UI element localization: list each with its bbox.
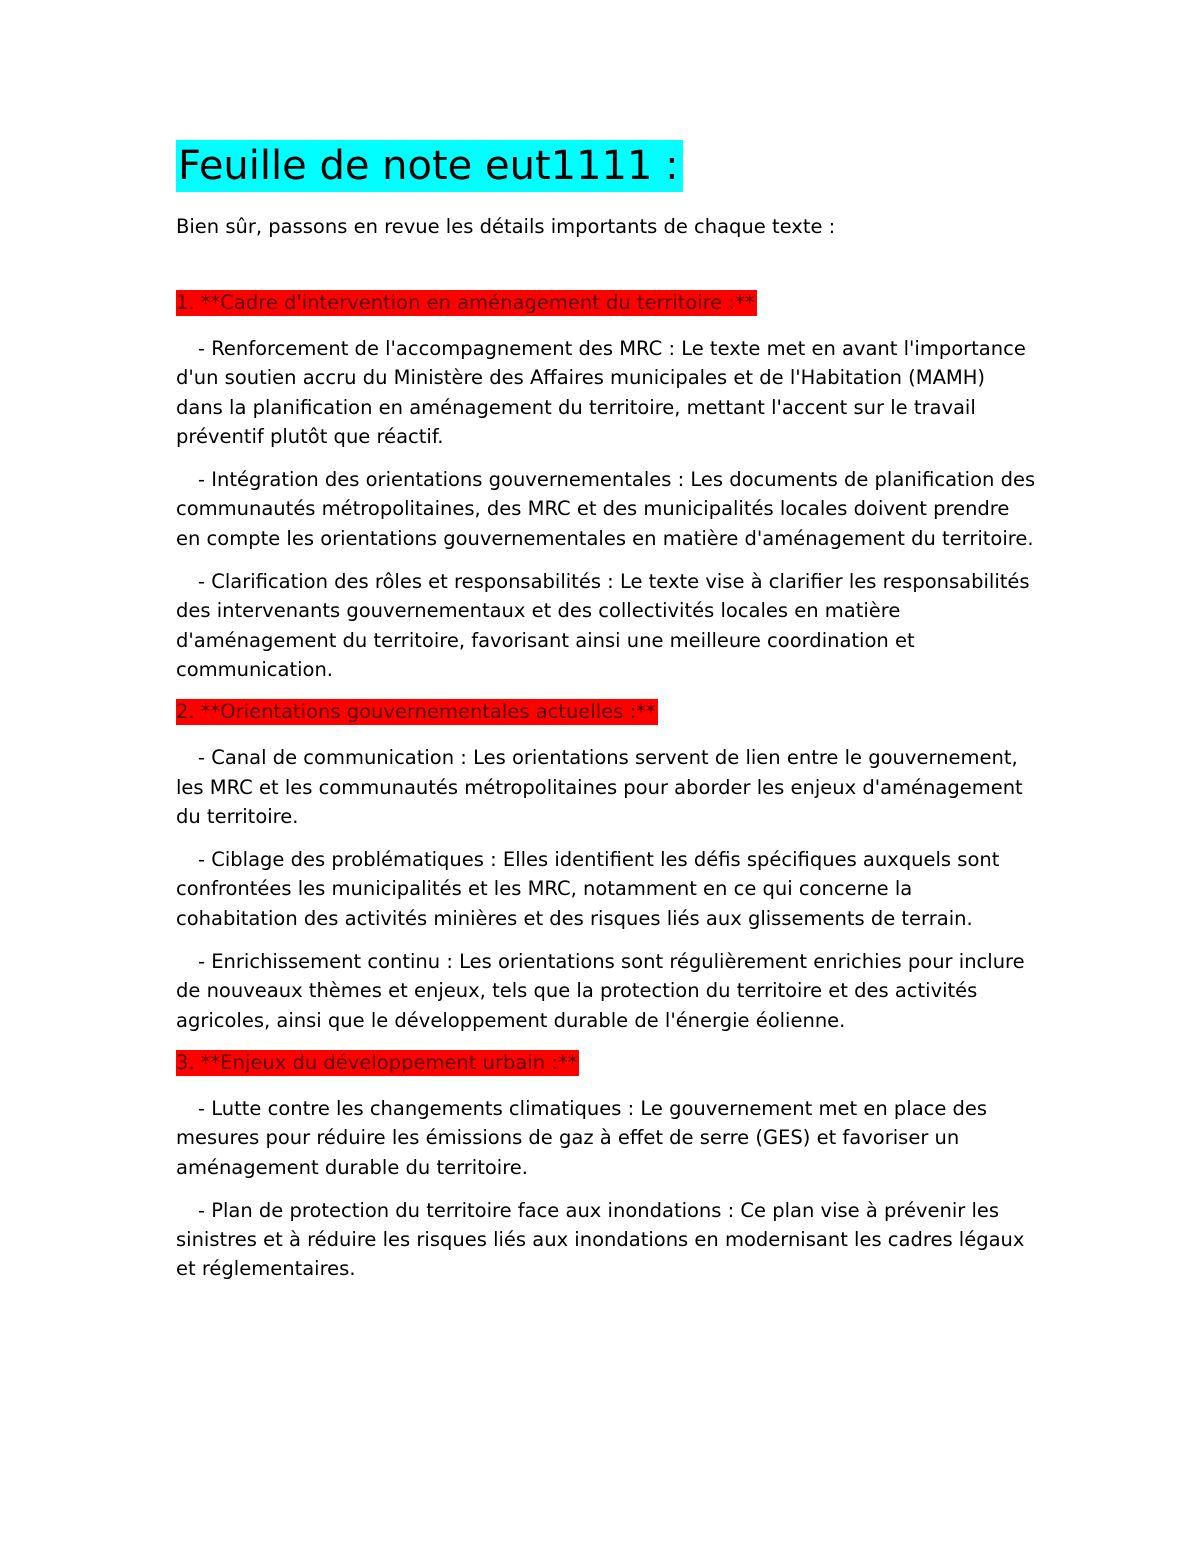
section-heading: 3. **Enjeux du développement urbain :** bbox=[176, 1050, 578, 1074]
section-3 bbox=[176, 1050, 1036, 1284]
bullet-paragraph: - Intégration des orientations gouvernementales : Les documents de planification des communautés métropolitaines, des MRC et des municipalités locales doivent prendre en compte les orientations gouvernementales en matière d'aménagement du territoire. bbox=[176, 468, 1036, 550]
bullet-paragraph: - Ciblage des problématiques : Elles identifient les défis spécifiques auxquels sont confrontées les municipalités et les MRC, notamment en ce qui concerne la cohabitation des activités minières et des risques liés aux glissements de terrain. bbox=[176, 848, 1000, 930]
intro-text: Bien sûr, passons en revue les détails importants de chaque texte : bbox=[176, 215, 836, 238]
bullet-paragraph: - Enrichissement continu : Les orientations sont régulièrement enrichies pour inclure de nouveaux thèmes et enjeux, tels que la protection du territoire et des activités agricoles, ainsi que le développement durable de l'énergie éolienne. bbox=[176, 950, 1025, 1032]
sections-container bbox=[176, 290, 1036, 1284]
document-page bbox=[176, 140, 1036, 1284]
section-1 bbox=[176, 290, 1036, 684]
section-heading: 2. **Orientations gouvernementales actuelles :** bbox=[176, 700, 656, 724]
section-2 bbox=[176, 699, 1036, 1035]
bullet-paragraph: - Renforcement de l'accompagnement des MRC : Le texte met en avant l'importance d'un soutien accru du Ministère des Affaires municipales et de l'Habitation (MAMH) dans la planification en aménagement du territoire, mettant l'accent sur le travail préventif plutôt que réactif. bbox=[176, 337, 1026, 448]
bullet-paragraph: - Plan de protection du territoire face aux inondations : Ce plan vise à prévenir les sinistres et à réduire les risques liés aux inondations en modernisant les cadres légaux et réglementaires. bbox=[176, 1198, 1025, 1281]
bullet-paragraph: - Canal de communication : Les orientations servent de lien entre le gouvernement, les MRC et les communautés métropolitaines pour aborder les enjeux d'aménagement du territoire. bbox=[176, 746, 1023, 828]
section-heading: 1. **Cadre d'intervention en aménagement du territoire :** bbox=[176, 291, 755, 314]
document-title: Feuille de note eut1111 : bbox=[176, 140, 683, 192]
bullet-paragraph: - Lutte contre les changements climatiques : Le gouvernement met en place des mesures pour réduire les émissions de gaz à effet de serre (GES) et favoriser un aménagement durable du territoire. bbox=[176, 1096, 988, 1179]
bullet-paragraph: - Clarification des rôles et responsabilités : Le texte vise à clarifier les responsabilités des intervenants gouvernementaux et des collectivités locales en matière d'aménagement du territoire, favorisant ainsi une meilleure coordination et communication. bbox=[176, 570, 1030, 681]
